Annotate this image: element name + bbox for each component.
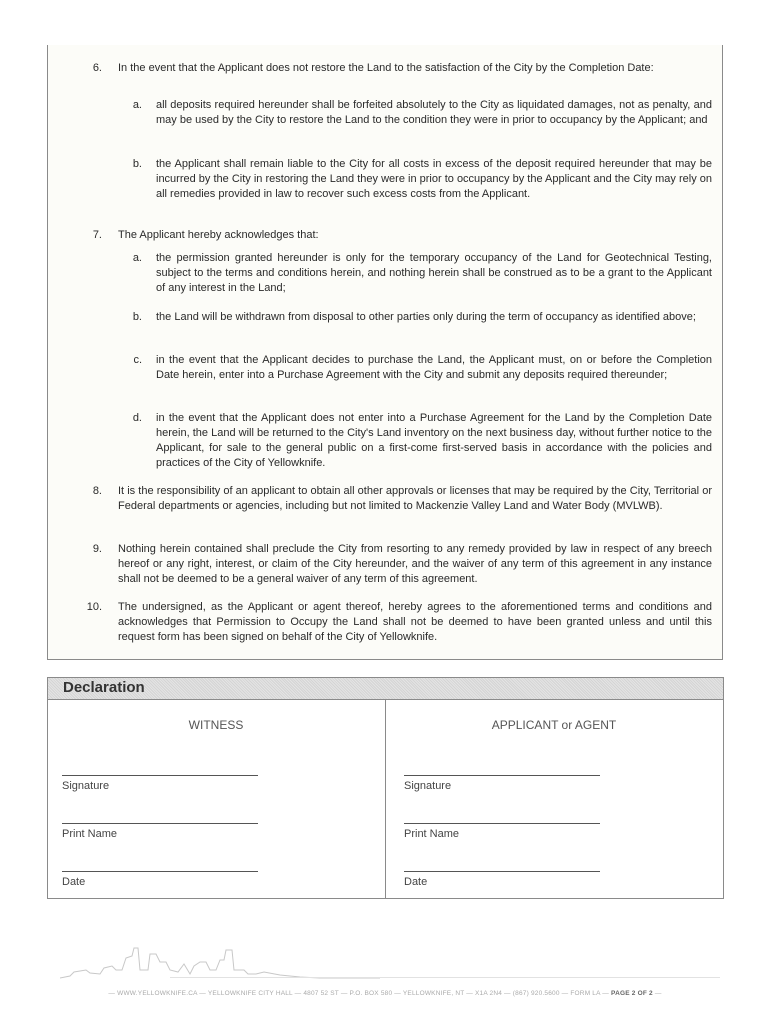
applicant-print-name-field[interactable] (404, 823, 600, 824)
clause-number: 9. (92, 543, 102, 555)
clause-number: 10. (86, 601, 102, 613)
sub-letter: b. (132, 158, 142, 170)
sub-letter: a. (132, 252, 142, 264)
clause-7c: in the event that the Applicant decides to purchase the Land, the Applicant must, on or before the Completion Date herein, enter into a Purchase Agreement with the City and submit any deposits required thereunder; (156, 354, 712, 381)
clause-6b: the Applicant shall remain liable to the City for all costs in excess of the deposit required hereunder that may be incurred by the City in restoring the Land they were in prior to occupancy by the Applicant and the City may rely on all remedies provided in law to recover such excess costs from the Applicant. (156, 158, 712, 200)
witness-print-name-label: Print Name (62, 828, 118, 840)
clause-number: 7. (92, 229, 102, 241)
applicant-print-name-label: Print Name (404, 828, 460, 840)
applicant-signature-label: Signature (404, 780, 452, 792)
declaration-header (48, 678, 723, 700)
footer-end: — (652, 990, 662, 997)
clause-6: In the event that the Applicant does not restore the Land to the satisfaction of the City by the Completion Date: (118, 62, 654, 74)
clause-7b: the Land will be withdrawn from disposal to other parties only during the term of occupancy as identified above; (156, 311, 696, 323)
clause-6a: all deposits required hereunder shall be forfeited absolutely to the City as liquidated damages, not as penalty, and may be used by the City to restore the Land to the condition they were in prior to occupancy by the Applicant; and (156, 99, 712, 126)
clause-number: 6. (92, 62, 102, 74)
clause-9: Nothing herein contained shall preclude the City from resorting to any remedy provided by law in respect of any breech hereof or any right, interest, or claim of the City hereunder, and the waiver of any term of this agreement in any instance shall not be deemed to be a general waiver of any term of this agreement. (118, 543, 712, 585)
applicant-date-label: Date (404, 876, 428, 888)
witness-date-label: Date (62, 876, 86, 888)
witness-signature-label: Signature (62, 780, 110, 792)
page-number: PAGE 2 OF 2 (611, 990, 653, 997)
clause-7: The Applicant hereby acknowledges that: (118, 229, 319, 241)
clause-8: It is the responsibility of an applicant to obtain all other approvals or licenses that may be required by the City, Territorial or Federal departments or agencies, including but not limited to Mackenzie Valley Land and Water Body (MVLWB). (118, 485, 712, 512)
clause-10: The undersigned, as the Applicant or agent thereof, hereby agrees to the aforementioned terms and conditions and acknowledges that Permission to Occupy the Land shall not be deemed to have been granted unless and until this request form has been signed on behalf of the City of Yellowknife. (118, 601, 712, 643)
applicant-signature-field[interactable] (404, 775, 600, 776)
sub-letter: a. (132, 99, 142, 111)
declaration-title: Declaration (63, 679, 145, 696)
sub-letter: b. (132, 311, 142, 323)
witness-heading: WITNESS (188, 718, 244, 732)
footer-divider (170, 977, 720, 978)
clause-number: 8. (92, 485, 102, 497)
witness-print-name-field[interactable] (62, 823, 258, 824)
witness-date-field[interactable] (62, 871, 258, 872)
city-skyline-icon (60, 940, 380, 982)
sub-letter: d. (132, 412, 142, 424)
applicant-date-field[interactable] (404, 871, 600, 872)
footer-address: — WWW.YELLOWKNIFE.CA — YELLOWKNIFE CITY HALL — 4807 52 ST — P.O. BOX 580 — YELLOWKNIFE, NT — X1A 2N4 — (867) 920.5600 — FORM LA — (108, 990, 610, 997)
declaration-section (47, 677, 724, 899)
clause-7a: the permission granted hereunder is only for the temporary occupancy of the Land for Geotechnical Testing, subject to the terms and conditions herein, and nothing herein shall be construed as to be a grant to the Applicant of any interest in the Land; (156, 252, 712, 294)
footer (0, 990, 770, 997)
sub-letter: c. (133, 354, 142, 366)
clause-7d: in the event that the Applicant does not enter into a Purchase Agreement for the Land by the Completion Date herein, the Land will be returned to the City's Land inventory on the next business day, without further notice to the Applicant, for sale to the general public on a first-come first-served basis in accordance with the policies and practices of the City of Yellowknife. (156, 412, 712, 469)
witness-signature-field[interactable] (62, 775, 258, 776)
applicant-heading: APPLICANT or AGENT (491, 718, 617, 732)
